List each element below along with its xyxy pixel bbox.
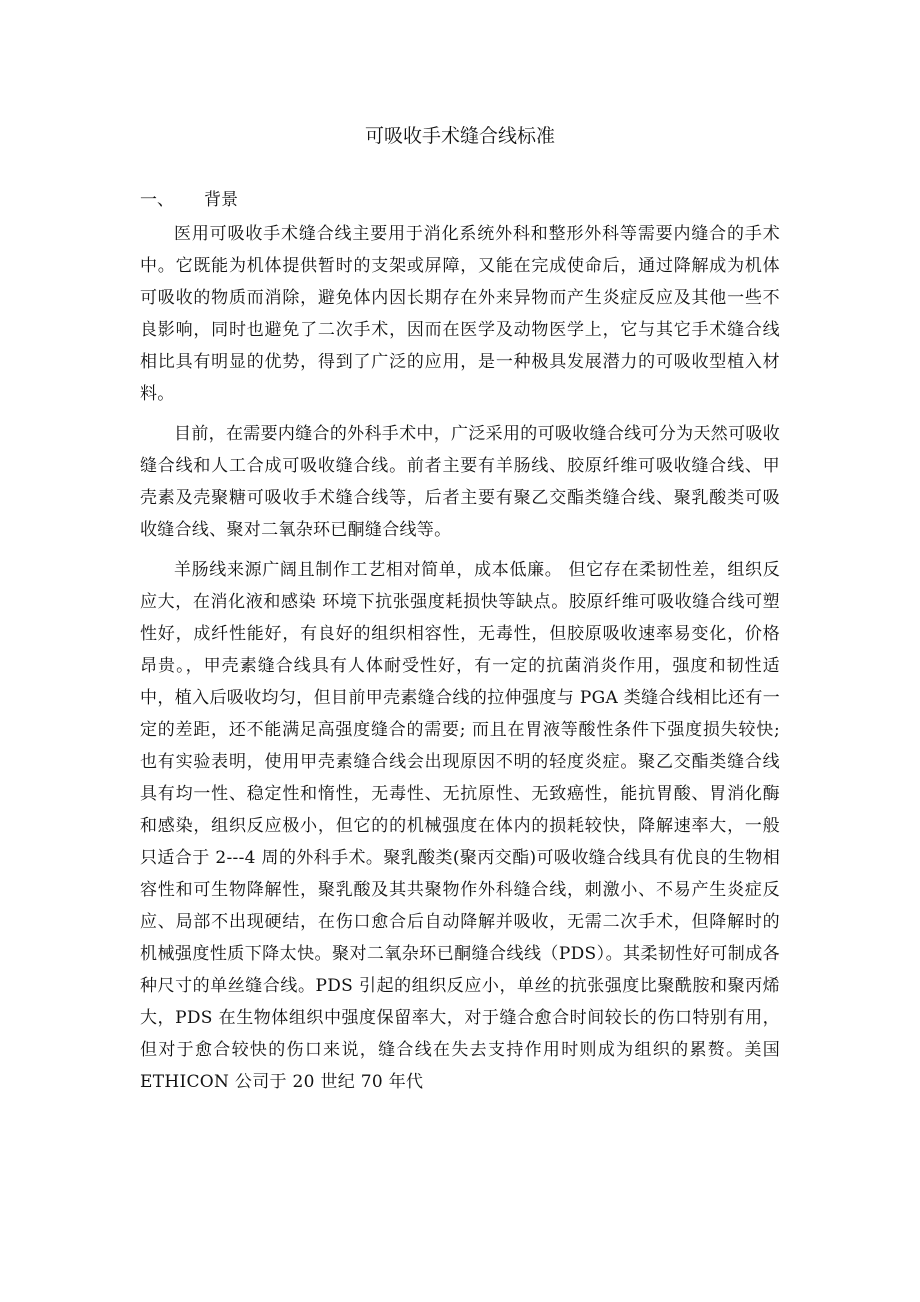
document-title: 可吸收手术缝合线标准 xyxy=(364,125,555,147)
paragraph-3: 羊肠线来源广阔且制作工艺相对简单，成本低廉。 但它存在柔韧性差，组织反应大，在消化液和感染 环境下抗张强度耗损快等缺点。胶原纤维可吸收缝合线可塑性好，成纤性能好，有良好的组织相容性，无毒性，但胶原吸收速率易变化，价格昂贵。，甲壳素缝合线具有人体耐受性好，有一定的抗菌消炎作用，强度和韧性适中，植入后吸收均匀，但目前甲壳素缝合线的拉伸强度与 PGA 类缝合线相比还有一定的差距，还不能满足高强度缝合的需要; 而且在胃液等酸性条件下强度损失较快; 也有实验表明，使用甲壳素缝合线会出现原因不明的轻度炎症。聚乙交酯类缝合线具有均一性、稳定性和惰性，无毒性、无抗原性、无致癌性，能抗胃酸、胃消化酶和感染，组织反应极小，但它的的机械强度在体内的损耗较快，降解速率大，一般只适合于 2---4 周的外科手术。聚乳酸类(聚丙交酯)可吸收缝合线具有优良的生物相容性和可生物降解性，聚乳酸及其共聚物作外科缝合线，刺激小、不易产生炎症反应、局部不出现硬结，在伤口愈合后自动降解并吸收，无需二次手术，但降解时的机械强度性质下降太快。聚对二氧杂环已酮缝合线线（PDS）。其柔韧性好可制成各种尺寸的单丝缝合线。PDS 引起的组织反应小，单丝的抗张强度比聚酰胺和聚丙烯大，PDS 在生物体组织中强度保留率大，对于缝合愈合时间较长的伤口特别有用，但对于愈合较快的伤口来说，缝合线在失去支持作用时则成为组织的累赘。美国 ETHICON 公司于 20 世纪 70 年代 xyxy=(140,560,780,1092)
section-number: 一、 xyxy=(140,190,174,210)
section-title: 背景 xyxy=(204,190,238,210)
paragraph-1: 医用可吸收手术缝合线主要用于消化系统外科和整形外科等需要内缝合的手术中。它既能为机体提供暂时的支架或屏障，又能在完成使命后，通过降解成为机体可吸收的物质而消除，避免体内因长期存在外来异物而产生炎症反应及其他一些不良影响，同时也避免了二次手术，因而在医学及动物医学上，它与其它手术缝合线相比具有明显的优势，得到了广泛的应用，是一种极具发展潜力的可吸收型植入材料。 xyxy=(140,224,780,404)
document-body xyxy=(140,218,780,1106)
section-heading xyxy=(140,184,238,216)
paragraph-2: 目前，在需要内缝合的外科手术中，广泛采用的可吸收缝合线可分为天然可吸收缝合线和人工合成可吸收缝合线。前者主要有羊肠线、胶原纤维可吸收缝合线、甲壳素及壳聚糖可吸收手术缝合线等，后者主要有聚乙交酯类缝合线、聚乳酸类可吸收缝合线、聚对二氧杂环已酮缝合线等。 xyxy=(140,424,780,540)
